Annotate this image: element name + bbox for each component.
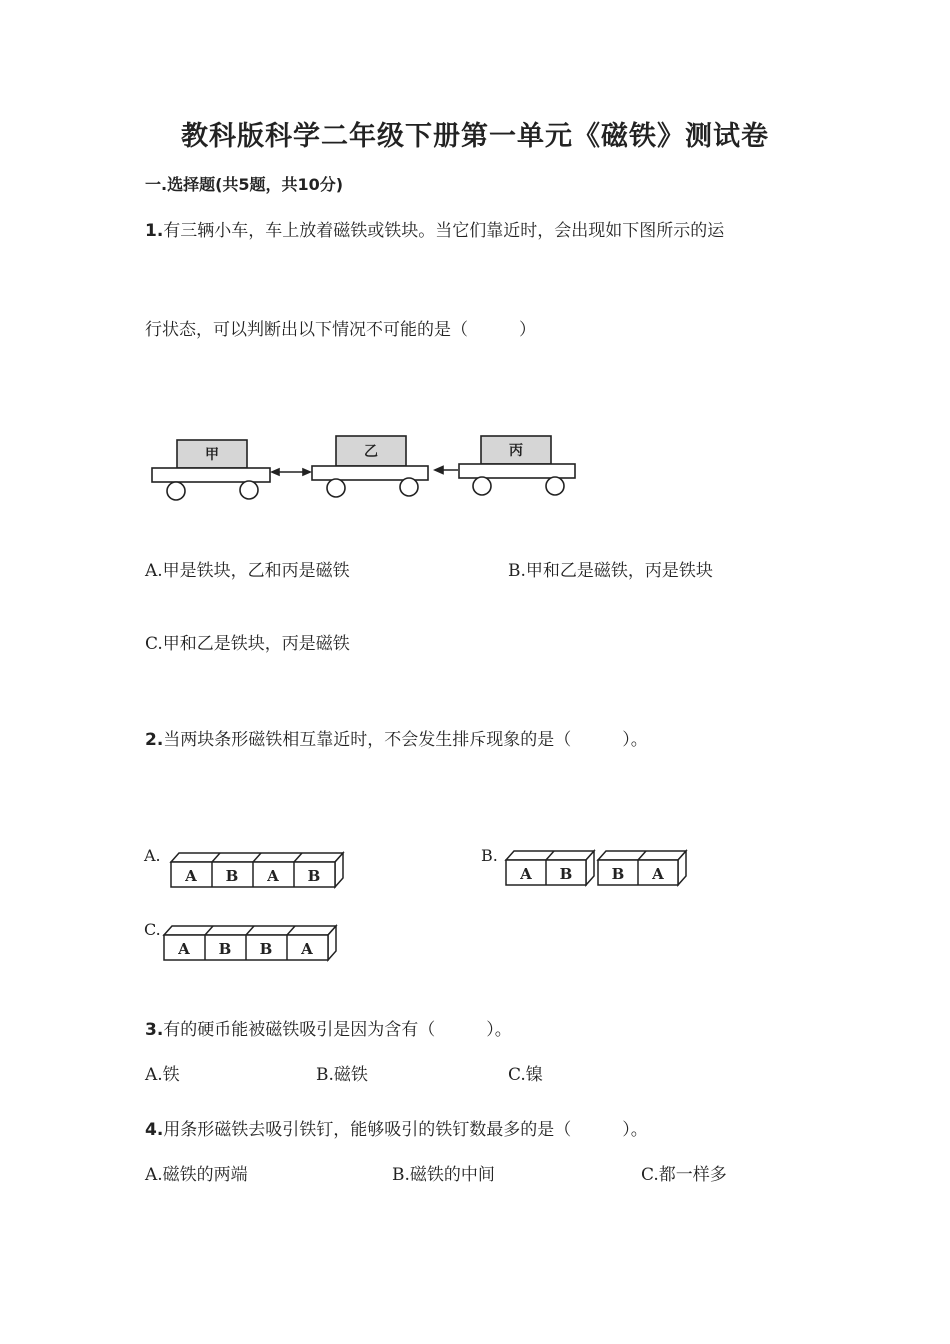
question-3 bbox=[145, 1015, 512, 1040]
cart-1-wheel-right bbox=[240, 481, 258, 499]
question-4-text: 用条形磁铁去吸引铁钉，能够吸引的铁钉数最多的是（ ）。 bbox=[163, 1120, 648, 1140]
cart-3-wheel-left bbox=[473, 477, 491, 495]
question-2-option-b-figure[interactable] bbox=[503, 848, 691, 888]
option-c-block-2: B bbox=[218, 940, 232, 958]
question-1-number: 1. bbox=[145, 221, 164, 241]
option-a-block-4: B bbox=[307, 867, 321, 885]
arrow-1-2-head-left bbox=[272, 469, 279, 475]
section-heading: 一.选择题(共5题，共10分) bbox=[145, 175, 344, 194]
option-c-block-4: A bbox=[301, 940, 313, 958]
option-a-block-1: A bbox=[185, 867, 197, 885]
cart-2-wheel-left bbox=[327, 479, 345, 497]
question-4-option-a[interactable]: A.磁铁的两端 bbox=[145, 1165, 248, 1185]
question-3-option-a[interactable]: A.铁 bbox=[145, 1065, 180, 1085]
question-2-option-b-label[interactable]: B. bbox=[481, 846, 498, 865]
cart-1-label: 甲 bbox=[205, 447, 219, 463]
question-4-option-b[interactable]: B.磁铁的中间 bbox=[392, 1165, 495, 1185]
question-1-option-c[interactable]: C.甲和乙是铁块，丙是磁铁 bbox=[145, 634, 350, 654]
option-a-block-3: A bbox=[267, 867, 279, 885]
carts-figure bbox=[145, 428, 585, 504]
question-4 bbox=[145, 1115, 648, 1140]
question-1-option-b[interactable]: B.甲和乙是磁铁，丙是铁块 bbox=[508, 561, 713, 581]
question-2-option-c-figure[interactable] bbox=[161, 923, 339, 963]
question-1-line-2: 行状态，可以判断出以下情况不可能的是（ ） bbox=[145, 320, 536, 340]
question-1-text: 有三辆小车，车上放着磁铁或铁块。当它们靠近时，会出现如下图所示的运 bbox=[163, 221, 725, 241]
option-c-block-3: B bbox=[259, 940, 273, 958]
question-3-option-c[interactable]: C.镍 bbox=[508, 1065, 543, 1085]
cart-3-label: 丙 bbox=[509, 443, 523, 459]
cart-1-wheel-left bbox=[167, 482, 185, 500]
cart-2-wheel-right bbox=[400, 478, 418, 496]
question-1-option-a[interactable]: A.甲是铁块，乙和丙是磁铁 bbox=[145, 561, 350, 581]
cart-2-label: 乙 bbox=[364, 444, 378, 460]
option-a-block-2: B bbox=[225, 867, 239, 885]
cart-3-body bbox=[459, 464, 575, 478]
question-1-line-1 bbox=[145, 216, 724, 241]
option-c-block-1: A bbox=[178, 940, 190, 958]
question-2-text: 当两块条形磁铁相互靠近时，不会发生排斥现象的是（ ）。 bbox=[163, 730, 648, 750]
question-3-text: 有的硬币能被磁铁吸引是因为含有（ ）。 bbox=[163, 1020, 512, 1040]
question-2-option-a-label[interactable]: A. bbox=[144, 846, 161, 865]
arrow-2-3-head bbox=[435, 467, 443, 474]
option-b-left-block-1: A bbox=[520, 865, 532, 883]
question-2-option-c-label[interactable]: C. bbox=[144, 920, 161, 939]
question-2-number: 2. bbox=[145, 730, 164, 750]
question-2 bbox=[145, 725, 648, 750]
option-b-left-block-2: B bbox=[559, 865, 573, 883]
question-3-number: 3. bbox=[145, 1020, 164, 1040]
cart-3-wheel-right bbox=[546, 477, 564, 495]
question-3-option-b[interactable]: B.磁铁 bbox=[316, 1065, 368, 1085]
option-b-right-block-1: B bbox=[611, 865, 625, 883]
question-4-number: 4. bbox=[145, 1120, 164, 1140]
question-4-option-c[interactable]: C.都一样多 bbox=[641, 1165, 727, 1185]
option-b-right-block-2: A bbox=[652, 865, 664, 883]
arrow-1-2-head-right bbox=[303, 469, 310, 475]
cart-1-body bbox=[152, 468, 270, 482]
page-title: 教科版科学二年级下册第一单元《磁铁》测试卷 bbox=[181, 121, 769, 152]
question-2-option-a-figure[interactable] bbox=[168, 850, 346, 890]
